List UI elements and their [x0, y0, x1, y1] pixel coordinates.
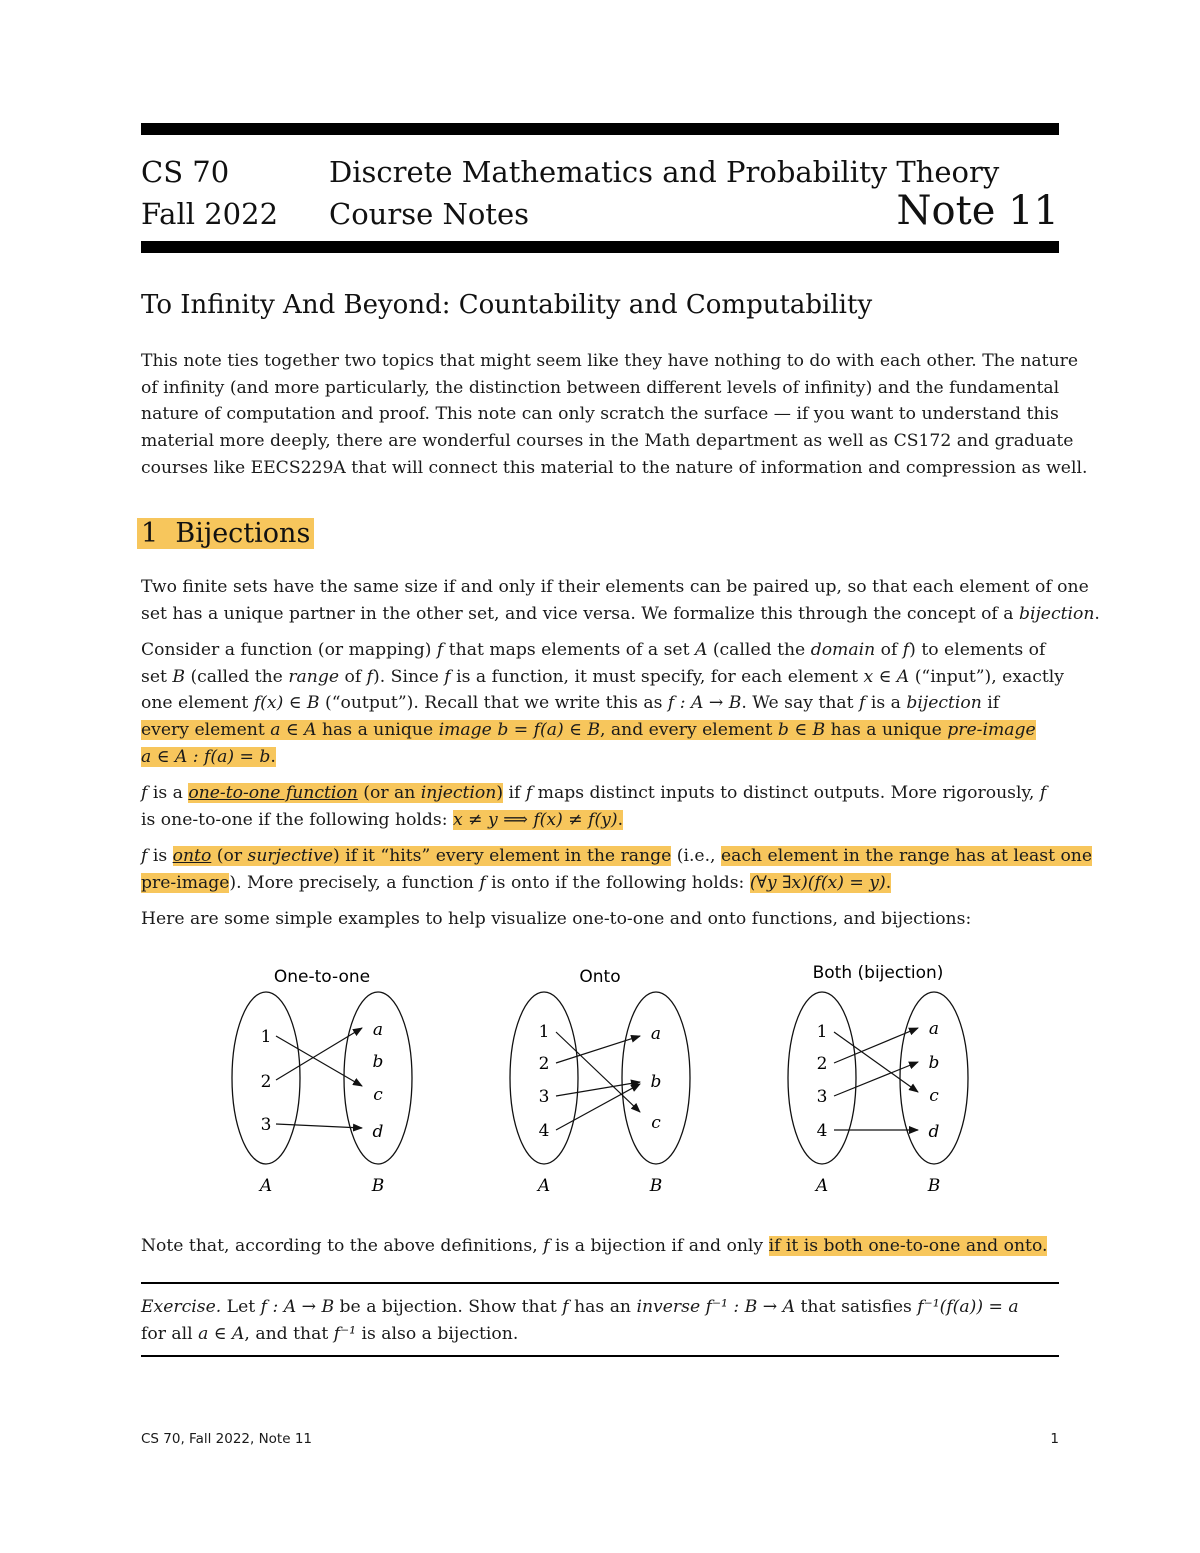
diagram-title: Both (bijection)	[812, 963, 944, 983]
p2-text: every element	[141, 720, 271, 741]
p2-text: is a function, it must specify, for each element	[450, 666, 864, 687]
math-preimage-condition: a ∈ A : f(a) = b	[141, 746, 271, 767]
element-c: c	[651, 1113, 661, 1133]
element-c: c	[929, 1086, 939, 1106]
p2-line	[141, 664, 1065, 691]
math-injective-formula: x ≠ y ⟹ f(x) ≠ f(y)	[453, 809, 618, 830]
p3-text: maps distinct inputs to distinct outputs. More rigorously,	[532, 783, 1040, 803]
highlight-bijection-def	[141, 720, 1036, 740]
term-domain: domain	[810, 640, 876, 660]
p4-text: is onto if the following holds:	[485, 872, 750, 893]
p2-text: set	[141, 666, 173, 687]
term-surjective: surjective	[247, 846, 334, 866]
element-b: b	[372, 1052, 384, 1072]
p2-text: of	[875, 640, 903, 660]
p2-text: if	[981, 693, 1000, 714]
arrow-3-to-b	[556, 1082, 640, 1096]
p4-text: is	[147, 846, 173, 866]
course-code: CS 70	[141, 155, 230, 189]
p2-text: that maps elements of a set	[443, 640, 695, 660]
p2-text: one element	[141, 693, 254, 714]
diagram-title: Onto	[579, 967, 621, 987]
math-f: f	[902, 640, 910, 660]
p4-text: each element in the range has at least one	[720, 846, 1093, 866]
math-x-in-A: x ∈ A	[863, 666, 910, 687]
section-heading-highlight	[137, 518, 314, 549]
element-a: a	[650, 1024, 662, 1044]
arrow-2-to-a	[276, 1028, 362, 1080]
p4-line	[141, 843, 1093, 870]
exercise-top-rule	[141, 1282, 1059, 1284]
element-a: a	[928, 1019, 940, 1039]
p3-text: .	[617, 809, 624, 830]
element-4: 4	[538, 1121, 550, 1141]
math-f: f	[444, 666, 451, 687]
diagram-onto	[510, 967, 690, 1196]
exercise-text: , and that	[244, 1323, 334, 1344]
math-b-eq: b = f(a) ∈ B	[497, 720, 600, 741]
p3-text: is one-to-one if the following holds:	[141, 809, 454, 830]
p4-text: )	[333, 846, 340, 866]
section-heading	[137, 518, 314, 549]
element-3: 3	[538, 1087, 550, 1107]
diagram-one-to-one	[232, 967, 412, 1196]
exercise-line	[141, 1294, 1059, 1321]
p2-text: (“output”). Recall that we write this as	[319, 693, 668, 714]
arrow-1-to-c	[276, 1036, 362, 1086]
paragraph-examples-intro	[141, 906, 1059, 933]
p2-text: . We say that	[741, 693, 860, 714]
term-bijection: bijection	[1018, 603, 1095, 624]
highlight-one-to-one	[188, 783, 503, 803]
math-f-A-to-B: f : A → B	[260, 1297, 335, 1317]
intro-line: of infinity (and more particularly, the distinction between different levels of infinity) and the fundamental	[141, 377, 1060, 398]
math-B: B	[172, 666, 186, 687]
p4-text: (or	[211, 846, 248, 866]
element-d: d	[928, 1122, 940, 1142]
p2-line	[141, 637, 1059, 664]
intro-line: This note ties together two topics that might seem like they have nothing to do with each other. The nature	[141, 351, 1079, 371]
element-2: 2	[538, 1054, 550, 1074]
term-onto: onto	[172, 846, 212, 866]
element-b: b	[650, 1072, 662, 1092]
intro-paragraph	[141, 348, 1088, 482]
exercise-line	[141, 1321, 1059, 1348]
p2-text: has a unique	[316, 720, 439, 741]
exercise-label: Exercise.	[141, 1297, 222, 1317]
paragraph-one-to-one	[141, 780, 1059, 833]
header-bottom-rule	[141, 241, 1059, 253]
p2-text: (called the	[185, 666, 289, 687]
math-f: f	[141, 846, 148, 866]
math-surjective-formula: (∀y ∃x)(f(x) = y)	[749, 872, 886, 893]
mapping-diagrams	[0, 950, 1200, 1210]
element-a: a	[372, 1020, 384, 1040]
p2-text: (called the	[707, 640, 811, 660]
exercise-text: has an	[568, 1297, 637, 1317]
math-f: f	[479, 872, 486, 893]
note-label: Note 11	[896, 188, 1059, 234]
p4-text: ). More precisely, a function	[229, 872, 480, 893]
element-1: 1	[538, 1022, 550, 1042]
highlight-hits	[340, 846, 672, 866]
p1-text: .	[1094, 603, 1100, 624]
highlight-both	[769, 1236, 1048, 1256]
p4-text: if it “hits” every element in the range	[339, 846, 672, 866]
p1-line	[141, 601, 1100, 628]
math-f-inverse: f⁻¹	[333, 1323, 357, 1344]
math-a-in-A: a ∈ A	[270, 720, 317, 741]
p2-text: is a	[865, 693, 907, 714]
element-1: 1	[816, 1022, 828, 1042]
math-f: f	[525, 783, 533, 803]
set-B-label: B	[927, 1176, 941, 1196]
p4-text: .	[885, 872, 892, 893]
exercise-bottom-rule	[141, 1355, 1059, 1357]
term-injection: injection	[420, 783, 497, 803]
arrow-2-to-a	[834, 1028, 918, 1063]
diagram-title: One-to-one	[273, 967, 371, 987]
p2-text: has a unique	[825, 720, 948, 741]
p5-line: Here are some simple examples to help visualize one-to-one and onto functions, and bijections:	[141, 909, 972, 929]
math-A: A	[694, 640, 708, 660]
highlight-bijection-def-cont	[141, 747, 276, 767]
element-1: 1	[260, 1027, 272, 1047]
p3-text: if	[503, 783, 526, 803]
math-f: f	[366, 666, 374, 687]
header-top-rule	[141, 123, 1059, 135]
term-range: range	[288, 666, 340, 687]
math-b-in-B: b ∈ B	[777, 720, 826, 741]
page-title: To Infinity And Beyond: Countability and Computability	[141, 290, 873, 320]
course-term: Fall 2022	[141, 197, 279, 231]
intro-line: material more deeply, there are wonderful courses in the Math department as well as CS172 and graduate	[141, 431, 1074, 452]
element-d: d	[372, 1122, 384, 1142]
math-inverse-eq: f⁻¹(f(a)) = a	[917, 1297, 1019, 1317]
exercise-text: Let	[221, 1297, 261, 1317]
course-subtitle: Course Notes	[329, 197, 529, 231]
highlight-onto	[173, 846, 340, 866]
math-f: f	[1039, 783, 1047, 803]
exercise-text: be a bijection. Show that	[334, 1297, 563, 1317]
p2-text: .	[270, 746, 276, 767]
set-A-label: A	[537, 1176, 551, 1196]
p3-line	[141, 780, 1059, 807]
p3-text: )	[496, 783, 504, 803]
p6-line	[141, 1233, 1059, 1260]
intro-line: courses like EECS229A that will connect this material to the nature of information and compression as well.	[141, 457, 1088, 478]
arrow-1-to-c	[834, 1032, 918, 1092]
p2-line	[141, 744, 1059, 771]
math-fx-in-B: f(x) ∈ B	[253, 693, 320, 714]
math-f: f	[141, 783, 148, 803]
set-A-label: A	[815, 1176, 829, 1196]
p4-text: (i.e.,	[671, 846, 721, 866]
p3-line	[141, 807, 1059, 834]
p2-text: , and every element	[599, 720, 778, 741]
p2-text: of	[339, 666, 367, 687]
section-number: 1	[141, 518, 159, 549]
p3-text: (or an	[357, 783, 421, 803]
p1-line: Two finite sets have the same size if and only if their elements can be paired up, so that each element of one	[141, 577, 1089, 597]
math-f-A-to-B: f : A → B	[667, 693, 742, 714]
arrow-3-to-b	[834, 1062, 918, 1096]
highlight-injective-formula	[453, 810, 623, 830]
element-3: 3	[816, 1087, 828, 1107]
paragraph-function-definition	[141, 637, 1065, 771]
course-subject: Discrete Mathematics and Probability Theory	[329, 155, 1000, 189]
set-B-label: B	[371, 1176, 385, 1196]
exercise-text: for all	[141, 1323, 199, 1344]
page-number: 1	[1050, 1431, 1059, 1447]
exercise-text: that satisfies	[795, 1297, 918, 1317]
p6-text: if it is both one-to-one and onto.	[768, 1236, 1048, 1256]
intro-line: nature of computation and proof. This note can only scratch the surface — if you want to understand this	[141, 404, 1059, 425]
p2-text: Consider a function (or mapping)	[141, 640, 437, 660]
p4-line	[141, 870, 1059, 897]
p6-text: is a bijection if and only	[549, 1236, 769, 1256]
element-4: 4	[816, 1121, 828, 1141]
p6-text: Note that, according to the above definitions,	[141, 1236, 544, 1256]
element-2: 2	[260, 1072, 272, 1092]
paragraph-bijection-note	[141, 1233, 1059, 1260]
p2-line	[141, 717, 1059, 744]
highlight-preimage	[141, 873, 229, 893]
arrow-2-to-a	[556, 1036, 640, 1063]
set-A-label: A	[259, 1176, 273, 1196]
highlight-surjective-formula	[750, 873, 891, 893]
math-f: f	[859, 693, 866, 714]
paragraph-onto	[141, 843, 1093, 896]
math-f: f	[436, 640, 444, 660]
term-inverse: inverse	[636, 1297, 701, 1317]
term-pre-image: pre-image	[947, 720, 1036, 741]
exercise-text: is also a bijection.	[356, 1323, 519, 1344]
math-a-in-A: a ∈ A	[198, 1323, 245, 1344]
p2-line	[141, 690, 1059, 717]
exercise-block	[141, 1294, 1059, 1347]
term-one-to-one: one-to-one function	[188, 783, 358, 803]
diagram-bijection	[788, 963, 968, 1196]
element-c: c	[373, 1085, 383, 1105]
footer-text: CS 70, Fall 2022, Note 11	[141, 1431, 313, 1447]
math-f-inverse: f⁻¹ : B → A	[705, 1297, 796, 1317]
p3-text: is a	[147, 783, 189, 803]
p2-text: ). Since	[373, 666, 445, 687]
math-f: f	[543, 1236, 550, 1256]
element-3: 3	[260, 1115, 272, 1135]
highlight-preimage-each	[721, 846, 1092, 866]
element-b: b	[928, 1053, 940, 1073]
term-image: image	[438, 720, 492, 741]
p4-text: pre-image	[141, 872, 230, 893]
term-bijection: bijection	[906, 693, 982, 714]
p1-text: set has a unique partner in the other set, and vice versa. We formalize this through the concept of a	[141, 603, 1019, 624]
paragraph-finite-sets	[141, 574, 1100, 627]
set-B-label: B	[649, 1176, 663, 1196]
p2-text: (“input”), exactly	[909, 666, 1065, 687]
math-f: f	[562, 1297, 569, 1317]
element-2: 2	[816, 1054, 828, 1074]
section-title: Bijections	[175, 518, 311, 549]
p2-text: ) to elements of	[909, 640, 1046, 660]
arrow-1-to-c	[556, 1032, 640, 1112]
